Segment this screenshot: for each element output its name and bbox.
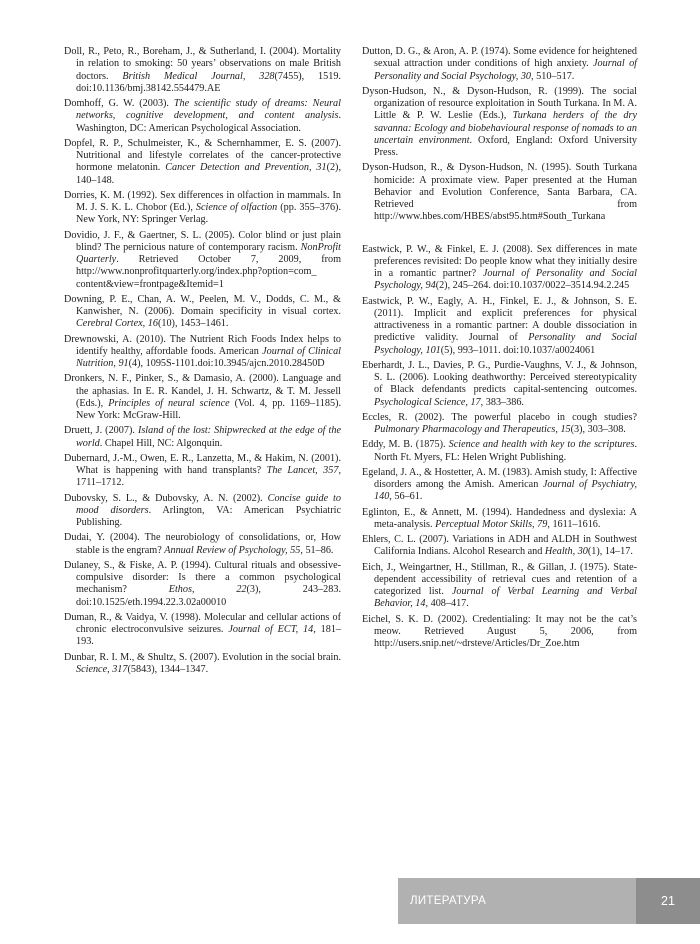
reference-entry: Dunbar, R. I. M., & Shultz, S. (2007). Evolution in the social brain. Science, 317(5843), 1344–1347. — [64, 651, 341, 675]
reference-entry: Dorries, K. M. (1992). Sex differences in olfaction in mammals. In M. J. S. K. L. Chobor (Ed.), Science of olfaction (pp. 355–376). New York, NY: Springer Verlag. — [64, 189, 341, 226]
page-number: 21 — [636, 878, 700, 924]
reference-entry: Downing, P. E., Chan, A. W., Peelen, M. V., Dodds, C. M., & Kanwisher, N. (2006). Domain specificity in visual cortex. Cerebral Cortex, 16(10), 1453–1461. — [64, 293, 341, 330]
reference-entry: Dubovsky, S. L., & Dubovsky, A. N. (2002). Concise guide to mood disorders. Arlington, VA: American Psychiatric Publishing. — [64, 492, 341, 528]
reference-entry: Dronkers, N. F., Pinker, S., & Damasio, A. (2000). Language and the aphasias. In E. R. Kandel, J. H. Schwartz, & T. M. Jessell (Eds.), Principles of neural science (Vol. 4, pp. 1169–1185). New York: McGraw-Hill. — [64, 373, 342, 421]
reference-entry: Dulaney, S., & Fiske, A. P. (1994). Cultural rituals and obsessive-compulsive disorder: Is there a common psychological mechanism? Ethos, 22(3), 243–283. doi:10.1525/eth.1994.22.3.02a00010 — [64, 559, 341, 608]
section-label: ЛИТЕРАТУРА — [410, 895, 487, 907]
reference-entry: Duman, R., & Vaidya, V. (1998). Molecular and cellular actions of chronic electroconvulsive seizures. Journal of ECT, 14, 181–193. — [64, 611, 342, 648]
reference-entry: Eglinton, E., & Annett, M. (1994). Handedness and dyslexia: A meta-analysis. Perceptual Motor Skills, 79, 1611–1616. — [362, 506, 637, 530]
reference-entry: Eastwick, P. W., Eagly, A. H., Finkel, E. J., & Johnson, S. E. (2011). Implicit and explicit preferences for physical attractiveness in a romantic partner: A double dissociation in predictive validity. Journal of Personality and Social Psychology, 101(5), 993–1011. doi:10.1037/a0024061 — [362, 295, 637, 356]
reference-entry: Dudai, Y. (2004). The neurobiology of consolidations, or, How stable is the engram? Annual Review of Psychology, 55, 51–86. — [64, 532, 341, 556]
reference-entry: Druett, J. (2007). Island of the lost: Shipwrecked at the edge of the world. Chapel Hill, NC: Algonquin. — [64, 425, 341, 449]
reference-entry: Eddy, M. B. (1875). Science and health with key to the scriptures. North Ft. Myers, FL: Helen Wright Publishing. — [362, 439, 637, 463]
page-footer — [398, 878, 700, 924]
reference-entry: Eastwick, P. W., & Finkel, E. J. (2008). Sex differences in mate preferences revisited: Do people know what they initially desire in a romantic partner? Journal of Personality and Social Psychology, 94(2), 245–264. doi:10.1037/0022–3514.94.2.245 — [362, 243, 637, 292]
reference-entry: Dopfel, R. P., Schulmeister, K., & Schernhammer, E. S. (2007). Nutritional and lifestyle correlates of the cancer-protective hormone melatonin. Cancer Detection and Prevention, 31(2), 140–148. — [64, 137, 341, 186]
reference-entry: Drewnowski, A. (2010). The Nutrient Rich Foods Index helps to identify healthy, affordable foods. American Journal of Clinical Nutrition, 91(4), 1095S-1101.doi:10.3945/ajcn.2010.28450D — [64, 333, 341, 369]
reference-entry: Eich, J., Weingartner, H., Stillman, R., & Gillan, J. (1975). State-dependent accessibility of retrieval cues and retention of a categorized list. Journal of Verbal Learning and Verbal Behavior, 14, 408–417. — [362, 561, 638, 610]
references-right-column — [362, 46, 637, 653]
reference-entry: Eberhardt, J. L., Davies, P. G., Purdie-Vaughns, V. J., & Johnson, S. L. (2006). Looking deathworthy: Perceived stereotypicality of Black defendants predicts capital-sentencing outcomes. Psychological Science, 17, 383–386. — [362, 359, 637, 408]
reference-entry: Doll, R., Peto, R., Boreham, J., & Sutherland, I. (2004). Mortality in relation to smoking: 50 years’ observations on male British doctors. British Medical Journal, 328(7455), 1519. doi:10.1136/bmj.38142.554479.AE — [64, 46, 341, 94]
reference-entry: Eccles, R. (2002). The powerful placebo in cough studies? Pulmonary Pharmacology and Therapeutics, 15(3), 303–308. — [362, 411, 637, 435]
reference-entry: Dyson-Hudson, R., & Dyson-Hudson, N. (1995). South Turkana homicide: A proximate view. Paper presented at the Human Behavior and Evolution Conference, Santa Barbara, CA. Retrieved from http://www.hbes.com/HBES/abst95.htm#South_Turkana — [362, 162, 637, 223]
reference-entry: Ehlers, C. L. (2007). Variations in ADH and ALDH in Southwest California Indians. Alcohol Research and Health, 30(1), 14–17. — [362, 534, 637, 558]
reference-entry: Dovidio, J. F., & Gaertner, S. L. (2005). Color blind or just plain blind? The pernicious nature of contemporary racism. NonProfit Quarterly. Retrieved October 7, 2009, from http://www.nonprofitquarterly.org/index.php?option=com_ content&view=frontpage&Itemid=1 — [64, 229, 341, 290]
reference-entry: Egeland, J. A., & Hostetter, A. M. (1983). Amish study, I: Affective disorders among the Amish. American Journal of Psychiatry, 140, 56–61. — [362, 466, 637, 503]
reference-entry: Dubernard, J.-M., Owen, E. R., Lanzetta, M., & Hakim, N. (2001). What is happening with hand transplants? The Lancet, 357, 1711–1712. — [64, 452, 341, 489]
reference-entry: Domhoff, G. W. (2003). The scientific study of dreams: Neural networks, cognitive development, and content analysis. Washington, DC: American Psychological Association. — [64, 98, 341, 134]
reference-entry: Eichel, S. K. D. (2002). Credentialing: It may not be the cat’s meow. Retrieved August 5, 2006, from http://users.snip.net/~drsteve/Articles/Dr_Zoe.htm — [362, 613, 637, 649]
references-left-column — [64, 46, 341, 679]
reference-entry: Dyson-Hudson, N., & Dyson-Hudson, R. (1999). The social organization of resource exploitation in South Turkana. In M. A. Little & P. W. Leslie (Eds.), Turkana herders of the dry savanna: Ecology and biobehavioural response of nomads to an uncertain environment. Oxford, England: Oxford University Press. — [362, 85, 637, 158]
reference-entry: Dutton, D. G., & Aron, A. P. (1974). Some evidence for heightened sexual attraction under conditions of high anxiety. Journal of Personality and Social Psychology, 30, 510–517. — [362, 46, 637, 82]
